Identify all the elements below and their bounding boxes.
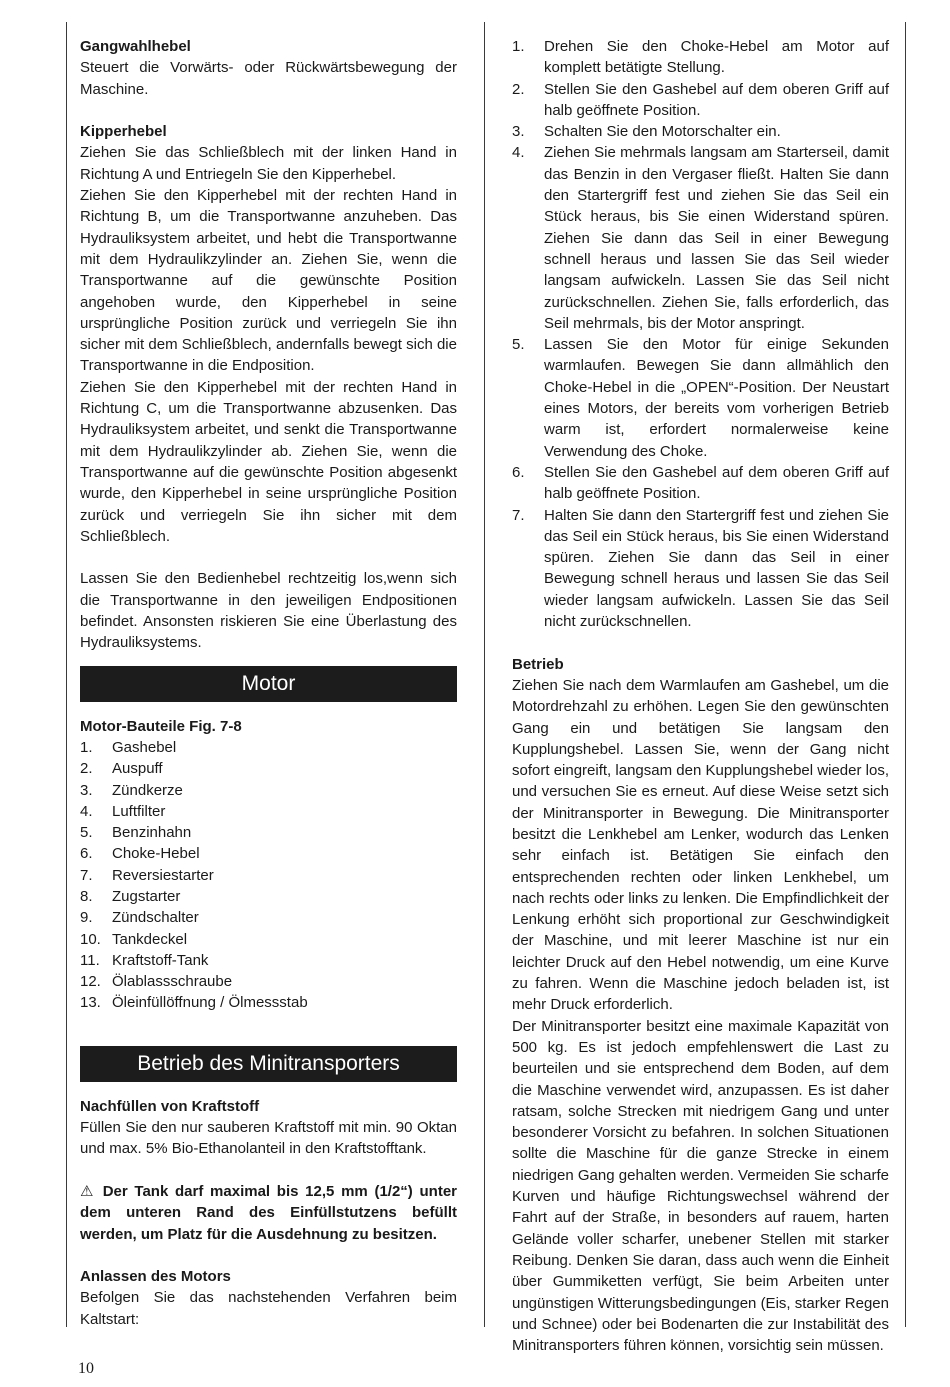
gangwahl-heading: Gangwahlhebel <box>80 38 191 55</box>
warning-triangle-icon: ⚠ <box>80 1182 96 1200</box>
gangwahl-text: Steuert die Vorwärts- oder Rückwärtsbewegung der Maschine. <box>80 59 457 98</box>
list-item: 2. Stellen Sie den Gashebel auf dem oberen Griff auf halb geöffnete Position. <box>512 80 889 119</box>
motor-parts-heading: Motor-Bauteile Fig. 7-8 <box>80 717 242 735</box>
nachfuellen-text: Füllen Sie den nur sauberen Kraftstoff mit min. 90 Oktan und max. 5% Bio-Ethanolanteil in den Kraftstofftank. <box>80 1119 457 1158</box>
list-item: 2. Auspuff <box>80 760 163 778</box>
anlassen-text: Befolgen Sie das nachstehenden Verfahren beim Kaltstart: <box>80 1289 457 1328</box>
page-number: 10 <box>78 1360 94 1377</box>
list-item: 5. Benzinhahn <box>80 824 192 842</box>
betrieb-paragraph-1: Ziehen Sie nach dem Warmlaufen am Gashebel, um die Motordrehzahl zu erhöhen. Legen Sie den gewünschten Gang ein und betätigen Sie langsam den Kupplungshebel. Lassen Sie, wenn der Gang nicht sofort eingreift, langsam den Kupplungshebel wieder los, und versuchen Sie es erneut. Auf diese Weise setzt sich der Minitransporter in Bewegung. Die Minitransporter besitzt die Lenkhebel am Lenker, wodurch das Lenken sehr einfach ist. Betätigen Sie einfach den entsprechenden rechten oder linken Lenkhebel, um nach rechts oder links zu lenken. Die Empfindlichkeit der Lenkung erhöht sich proportional zur Geschwindigkeit der Maschine, und mit leerer Maschine ist nur ein leichter Druck auf den Hebel notwendig, um eine Kurve zu fahren. Wenn die Maschine jedoch beladen ist, ist mehr Druck erforderlich. <box>512 676 889 1014</box>
column-rule-right <box>905 22 906 1327</box>
list-item: 12. Ölablassschraube <box>80 973 233 991</box>
list-item: 5. Lassen Sie den Motor für einige Sekunden warmlaufen. Bewegen Sie dann allmählich den Choke-Hebel in die „OPEN“-Position. Der Neustart eines Motors, der bereits vom vorherigen Betrieb warm ist, erfordert normalerweise keine Verwendung des Choke. <box>512 336 889 460</box>
anlassen-heading: Anlassen des Motors <box>80 1268 231 1286</box>
list-item: 10. Tankdeckel <box>80 930 188 948</box>
list-item: 7. Reversiestarter <box>80 866 214 884</box>
kipper-paragraph-1: Ziehen Sie das Schließblech mit der linken Hand in Richtung A und Entriegeln Sie den Kipperhebel. <box>80 144 457 183</box>
warning-text: Der Tank darf maximal bis 12,5 mm (1/2“) unter dem unteren Rand des Einfüllstutzens befüllt werden, um Platz für die Ausdehnung zu besitzen. <box>80 1182 457 1243</box>
betrieb-heading: Betrieb <box>512 655 564 673</box>
list-item: 3. Schalten Sie den Motorschalter ein. <box>512 123 781 141</box>
betrieb-banner: Betrieb des Minitransporters <box>80 1046 457 1082</box>
warning-note <box>80 1181 457 1245</box>
list-item: 11. Kraftstoff-Tank <box>80 951 209 969</box>
list-item: 4. Ziehen Sie mehrmals langsam am Starterseil, damit das Benzin in den Vergaser fließt. Halten Sie dann den Startergriff fest und ziehen Sie das Seil ein Stück heraus, bis Sie einen Widerstand spüren. Ziehen Sie dann das Seil in einer Bewegung schnell heraus und lassen Sie das Seil wieder langsam aufwickeln. Lassen Sie das Seil nicht zurückschnellen. Ziehen Sie, falls erforderlich, das Seil mehrmals, bis der Motor anspringt. <box>512 144 889 332</box>
motor-banner: Motor <box>80 666 457 702</box>
list-item: 6. Stellen Sie den Gashebel auf dem oberen Griff auf halb geöffnete Position. <box>512 463 889 503</box>
kipper-paragraph-3: Ziehen Sie den Kipperhebel mit der rechten Hand in Richtung C, um die Transportwanne abzusenken. Das Hydrauliksystem arbeitet, und senkt die Transportwanne mit dem Hydraulikzylinder ab. Ziehen Sie, wenn die Transportwanne auf die gewünschte Position abgesenkt wurde, den Kipperhebel in seine ursprüngliche Position zurück und verriegeln Sie ihn sicher mit dem Schließblech. <box>80 378 457 545</box>
motor-parts-list <box>80 737 457 1014</box>
left-column <box>80 36 457 1330</box>
kipper-heading: Kipperhebel <box>80 123 167 141</box>
column-rule-left <box>66 22 67 1327</box>
list-item: 4. Luftfilter <box>80 802 166 820</box>
list-item: 6. Choke-Hebel <box>80 845 200 863</box>
column-rule-middle <box>484 22 485 1327</box>
nachfuellen-heading: Nachfüllen von Kraftstoff <box>80 1097 260 1115</box>
kipper-paragraph-2: Ziehen Sie den Kipperhebel mit der rechten Hand in Richtung B, um die Transportwanne anzuheben. Das Hydrauliksystem arbeitet, und hebt die Transportwanne mit dem Hydraulikzylinder an. Ziehen Sie, wenn die Transportwanne auf die gewünschte Position angehoben wurde, den Kipperhebel in seine ursprüngliche Position zurück und verriegeln Sie ihn sicher mit dem Schließblech, andernfalls bewegt sich die Transportwanne in die Endposition. <box>80 187 457 375</box>
bedien-paragraph: Lassen Sie den Bedienhebel rechtzeitig los,wenn sich die Transportwanne in den jeweiligen Endpositionen befindet. Ansonsten riskieren Sie eine Überlastung des Hydrauliksystems. <box>80 570 457 652</box>
list-item: 3. Zündkerze <box>80 781 183 799</box>
start-steps-list <box>512 36 889 632</box>
list-item: 7. Halten Sie dann den Startergriff fest und ziehen Sie das Seil ein Stück heraus, bis Sie einen Widerstand spüren. Ziehen Sie dann das Seil in einer Bewegung schnell heraus und lassen Sie das Seil wieder langsam aufwickeln. Lassen Sie das Seil nicht zurückschnellen. <box>512 506 889 631</box>
right-column <box>512 36 889 1356</box>
betrieb-paragraph-2: Der Minitransporter besitzt eine maximale Kapazität von 500 kg. Es ist jedoch empfehlenswert die Last zu beurteilen und sie entsprechend dem Boden, auf dem die Maschine verwendet wird, anzupassen. Es ist daher ratsam, solche Strecken mit niedrigem Gang und unter besonderer Vorsicht zu befahren. In solchen Situationen sollte die Maschine für die ganze Strecke in einem niedrigen Gang gehalten werden. Vermeiden Sie scharfe Kurven und häufige Richtungswechsel während der Fahrt auf der Straße, in besonders auf rauem, harten Gelände voller scharfer, unebener Stellen mit starker Reibung. Denken Sie daran, dass auch wenn die Einheit über Gummiketten verfügt, Sie beim Arbeiten unter ungünstigen Witterungsbedingungen (Eis, starker Regen und Schnee) oder bei Bodenarten die zur Instabilität des Minitransporters führen können, vorsichtig sein müssen. <box>512 1017 889 1355</box>
list-item: 1. Drehen Sie den Choke-Hebel am Motor auf komplett betätigte Stellung. <box>512 38 889 77</box>
list-item: 9. Zündschalter <box>80 909 199 927</box>
list-item: 13. Öleinfüllöffnung / Ölmessstab <box>80 994 308 1012</box>
list-item: 1. Gashebel <box>80 738 177 756</box>
list-item: 8. Zugstarter <box>80 887 181 905</box>
